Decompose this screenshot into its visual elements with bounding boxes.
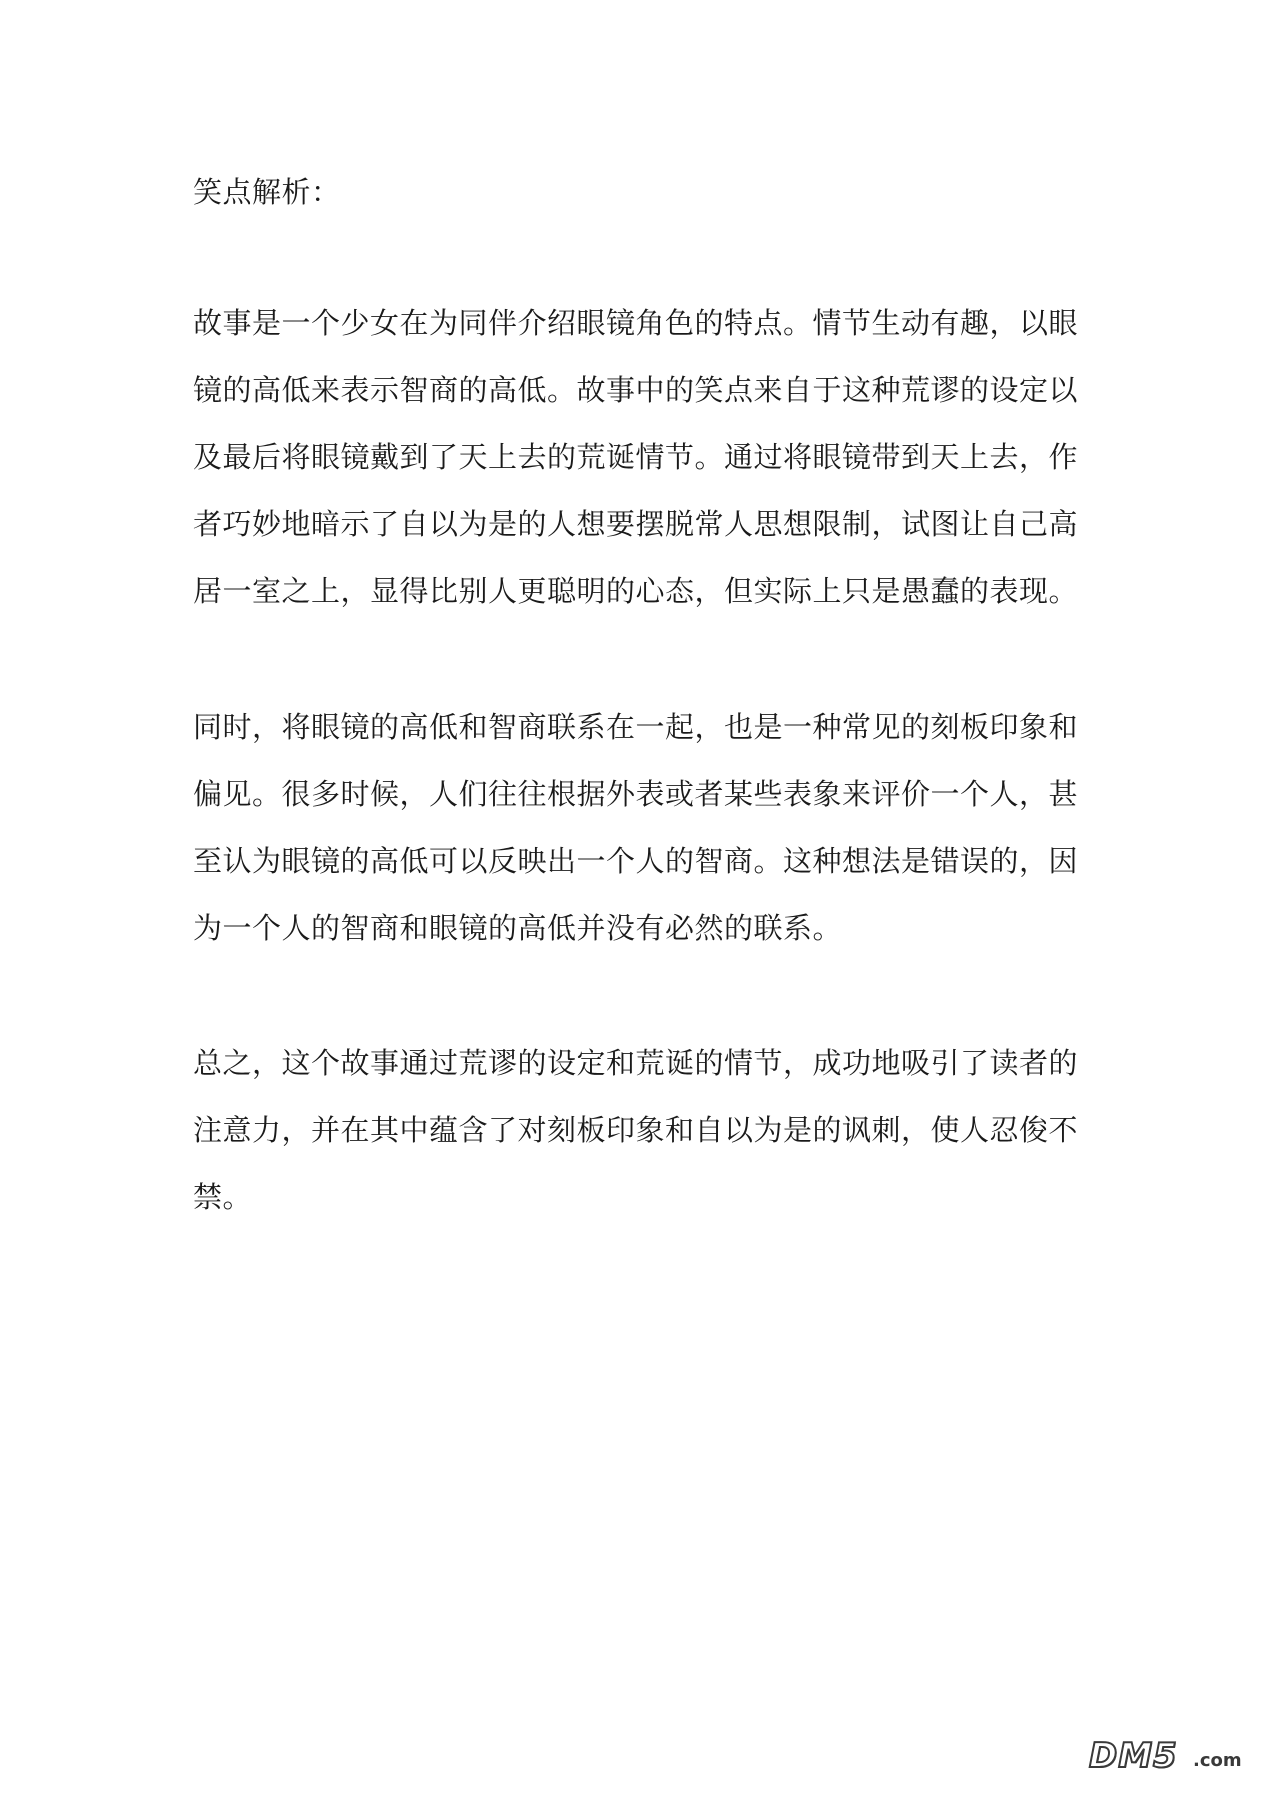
text-line: 镜的高低来表示智商的高低。故事中的笑点来自于这种荒谬的设定以 [193,373,1079,407]
text-line: 注意力，并在其中蕴含了对刻板印象和自以为是的讽刺，使人忍俊不 [193,1113,1079,1147]
text-line: 故事是一个少女在为同伴介绍眼镜角色的特点。情节生动有趣，以眼 [193,306,1079,340]
paragraph-2 [193,694,1093,962]
text-line: 至认为眼镜的高低可以反映出一个人的智商。这种想法是错误的，因 [193,844,1079,878]
text-line: 同时，将眼镜的高低和智商联系在一起，也是一种常见的刻板印象和 [193,710,1079,744]
text-line: 禁。 [193,1180,253,1214]
text-line: 者巧妙地暗示了自以为是的人想要摆脱常人思想限制，试图让自己高 [193,507,1079,541]
section-heading: 笑点解析： [193,175,341,209]
paragraph-3 [193,1030,1093,1231]
text-line: 偏见。很多时候，人们往往根据外表或者某些表象来评价一个人，甚 [193,777,1079,811]
paragraph-1 [193,290,1093,625]
text-line: 及最后将眼镜戴到了天上去的荒诞情节。通过将眼镜带到天上去，作 [193,440,1079,474]
text-line: 总之，这个故事通过荒谬的设定和荒诞的情节，成功地吸引了读者的 [193,1046,1079,1080]
watermark-suffix: .com [1193,1750,1242,1771]
text-line: 居一室之上，显得比别人更聪明的心态，但实际上只是愚蠢的表现。 [193,574,1079,608]
watermark-logo [1089,1736,1249,1780]
text-line: 为一个人的智商和眼镜的高低并没有必然的联系。 [193,911,843,945]
watermark-brand: DM5 [1089,1736,1178,1776]
